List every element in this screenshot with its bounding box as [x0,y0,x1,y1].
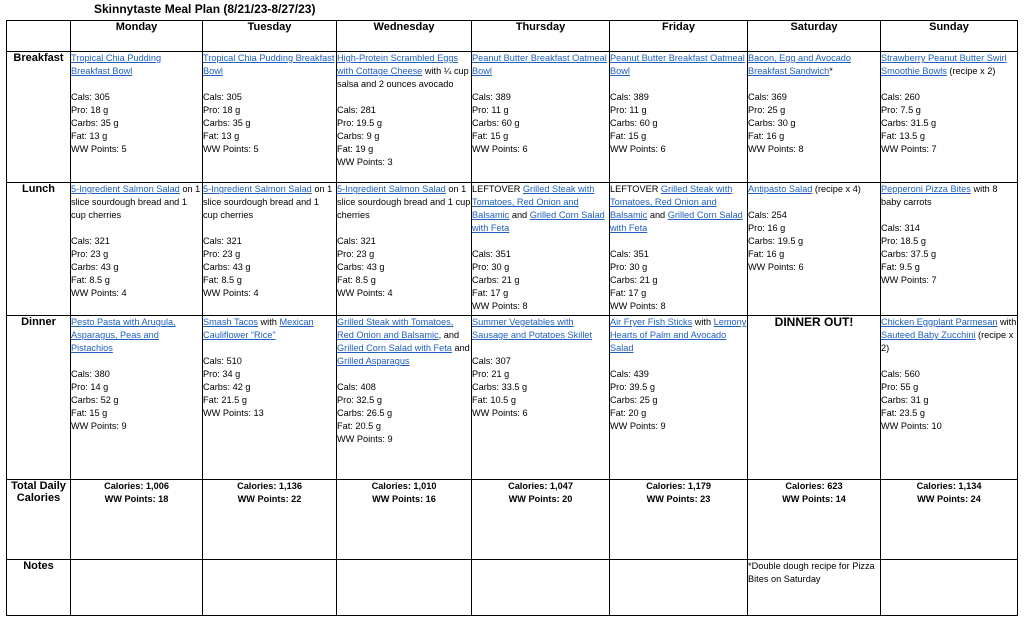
meal-text: LEFTOVER [472,184,523,194]
total-calories: Calories: 1,179 [646,481,711,491]
meal-description [337,183,471,222]
nutrition-line: WW Points: 10 [881,421,942,431]
spacer [610,78,747,91]
spacer [881,355,1017,368]
nutrition-line: Pro: 30 g [610,262,648,272]
totals-row [7,480,1018,560]
nutrition-line: Cals: 307 [472,356,511,366]
total-ww-points: WW Points: 23 [646,494,711,504]
recipe-link[interactable]: 5-Ingredient Salmon Salad [71,184,180,194]
nutrition-line: Fat: 16 g [748,249,785,259]
nutrition-line: Carbs: 21 g [610,275,658,285]
meal-text: (recipe x 2) [881,330,1014,353]
nutrition-line: Pro: 25 g [748,105,786,115]
recipe-link[interactable]: Air Fryer Fish Sticks [610,317,693,327]
nutrition-line: Carbs: 43 g [203,262,251,272]
nutrition-line: Carbs: 30 g [748,118,796,128]
recipe-link[interactable]: Peanut Butter Breakfast Oatmeal Bowl [472,53,607,76]
dinner-cell [748,316,881,480]
nutrition-line: Fat: 17 g [472,288,509,298]
recipe-link[interactable]: Bacon, Egg and Avocado Breakfast Sandwich [748,53,852,76]
dinner-cell [881,316,1018,480]
breakfast-cell [610,52,748,183]
nutrition-line: Fat: 8.5 g [337,275,376,285]
meal-description [71,52,202,78]
total-calories: Calories: 1,010 [371,481,437,491]
nutrition-line: Carbs: 21 g [472,275,520,285]
day-header: Monday [71,21,203,52]
nutrition-line: Carbs: 9 g [337,131,380,141]
nutrition-line: Cals: 351 [610,249,649,259]
recipe-link[interactable]: Mexican Cauliflower “Rice” [203,317,314,340]
meal-text: with [692,317,714,327]
meal-description [881,52,1017,78]
nutrition-line: Pro: 18 g [71,105,109,115]
recipe-link[interactable]: Tropical Chia Pudding Breakfast Bowl [71,53,162,76]
spacer [610,355,747,368]
nutrition-line: Pro: 7.5 g [881,105,921,115]
nutrition-line: Pro: 19.5 g [337,118,382,128]
corner-cell [7,21,71,52]
nutrition-line: WW Points: 13 [203,408,264,418]
total-ww-points: WW Points: 20 [508,494,573,504]
day-header: Tuesday [203,21,337,52]
spacer [203,222,336,235]
nutrition-line: Cals: 314 [881,223,920,233]
daily-total-cell [203,480,337,560]
spacer [472,342,609,355]
nutrition-line: Carbs: 33.5 g [472,382,528,392]
meal-description [71,183,202,222]
nutrition-line: Carbs: 31 g [881,395,929,405]
meal-description [748,52,880,78]
meal-text: with ¼ cup salsa and 2 ounces avocado [337,66,469,89]
recipe-link[interactable]: Grilled Steak with Tomatoes, Red Onion and Balsamic [610,184,733,220]
notes-row [7,560,1018,616]
notes-cell [472,560,610,616]
recipe-link[interactable]: Grilled Steak with Tomatoes, Red Onion and Balsamic [472,184,595,220]
nutrition-line: Cals: 281 [337,105,376,115]
recipe-link[interactable]: Sauteed Baby Zucchini [881,330,976,340]
notes-cell [337,560,472,616]
nutrition-line: Cals: 369 [748,92,787,102]
meal-text: (recipe x 4) [812,184,861,194]
nutrition-line: Carbs: 60 g [610,118,658,128]
meal-text: with 8 baby carrots [881,184,998,207]
meal-text: , and [438,330,460,340]
spacer [71,222,202,235]
dinner-cell [71,316,203,480]
recipe-link[interactable]: Grilled Corn Salad with Feta [610,210,743,233]
meal-description [71,316,202,355]
nutrition-line: WW Points: 8 [748,144,804,154]
nutrition-line: Cals: 321 [337,236,376,246]
nutrition-line: Fat: 15 g [610,131,647,141]
meal-text: on 1 slice sourdough bread and 1 cup cherries [337,184,471,220]
dinner-cell [337,316,472,480]
spacer [472,235,609,248]
daily-total-cell [881,480,1018,560]
nutrition-line: Carbs: 43 g [337,262,385,272]
meal-description [337,316,471,368]
nutrition-line: Carbs: 26.5 g [337,408,393,418]
header-row [7,21,1018,52]
nutrition-line: WW Points: 5 [203,144,259,154]
nutrition-line: Pro: 23 g [337,249,375,259]
lunch-cell [203,183,337,316]
recipe-link[interactable]: Pepperoni Pizza Bites [881,184,971,194]
meal-text: with [997,317,1017,327]
nutrition-line: Fat: 19 g [337,144,374,154]
recipe-link[interactable]: Strawberry Peanut Butter Swirl Smoothie Bowls [881,53,1007,76]
nutrition-line: Carbs: 43 g [71,262,119,272]
spacer [881,78,1017,91]
spacer [472,78,609,91]
lunch-cell [71,183,203,316]
spacer [71,355,202,368]
nutrition-line: Fat: 15 g [71,408,108,418]
nutrition-line: Fat: 20 g [610,408,647,418]
nutrition-line: Fat: 8.5 g [203,275,242,285]
total-calories: Calories: 1,136 [237,481,302,491]
meal-text: (recipe x 2) [946,66,996,76]
meal-text: and [451,343,470,353]
row-label-totals: Total Daily Calories [7,480,71,560]
nutrition-line: Pro: 11 g [472,105,509,115]
notes-cell [71,560,203,616]
day-header: Friday [610,21,748,52]
nutrition-line: Pro: 23 g [203,249,241,259]
breakfast-cell [337,52,472,183]
dinner-row [7,316,1018,480]
meal-description [472,316,609,342]
nutrition-line: Carbs: 52 g [71,395,119,405]
lunch-row [7,183,1018,316]
nutrition-line: WW Points: 8 [472,301,528,311]
meal-text: and [509,210,530,220]
day-header: Sunday [881,21,1018,52]
lunch-cell [472,183,610,316]
nutrition-line: Carbs: 25 g [610,395,658,405]
nutrition-line: WW Points: 4 [203,288,259,298]
nutrition-line: Cals: 305 [203,92,242,102]
recipe-link[interactable]: Smash Tacos [203,317,258,327]
row-label-breakfast: Breakfast [7,52,71,183]
nutrition-line: Pro: 30 g [472,262,510,272]
recipe-link[interactable]: Peanut Butter Breakfast Oatmeal Bowl [610,53,745,76]
breakfast-cell [881,52,1018,183]
breakfast-cell [748,52,881,183]
spacer [71,78,202,91]
meal-text: on 1 slice sourdough bread and 1 cup cherries [71,184,201,220]
meal-text: and [647,210,668,220]
breakfast-row [7,52,1018,183]
meal-plan-table [6,20,1018,616]
recipe-link[interactable]: Grilled Corn Salad with Feta [472,210,605,233]
total-ww-points: WW Points: 24 [917,494,981,504]
nutrition-line: Carbs: 31.5 g [881,118,937,128]
total-ww-points: WW Points: 16 [372,494,436,504]
nutrition-line: Carbs: 19.5 g [748,236,804,246]
nutrition-line: Fat: 17 g [610,288,647,298]
nutrition-line: Cals: 260 [881,92,920,102]
meal-description [881,183,1017,209]
nutrition-line: Pro: 18.5 g [881,236,926,246]
nutrition-line: Cals: 380 [71,369,110,379]
nutrition-line: Fat: 8.5 g [71,275,110,285]
nutrition-line: WW Points: 9 [610,421,666,431]
nutrition-line: Cals: 389 [610,92,649,102]
dinner-out-label: DINNER OUT! [774,315,854,329]
daily-total-cell [610,480,748,560]
daily-total-cell [472,480,610,560]
nutrition-line: Fat: 15 g [472,131,509,141]
nutrition-line: WW Points: 7 [881,275,937,285]
nutrition-line: Pro: 11 g [610,105,647,115]
notes-cell: *Double dough recipe for Pizza Bites on Saturday [748,560,881,616]
dinner-cell [203,316,337,480]
nutrition-line: Pro: 21 g [472,369,510,379]
daily-total-cell [71,480,203,560]
meal-description [610,52,747,78]
row-label-dinner: Dinner [7,316,71,480]
nutrition-line: Carbs: 37.5 g [881,249,937,259]
nutrition-line: Cals: 321 [203,236,242,246]
nutrition-line: Fat: 20.5 g [337,421,381,431]
nutrition-line: WW Points: 6 [472,408,528,418]
nutrition-line: Cals: 351 [472,249,511,259]
nutrition-line: Cals: 389 [472,92,511,102]
meal-text: on 1 slice sourdough bread and 1 cup cherries [203,184,333,220]
nutrition-line: Cals: 560 [881,369,920,379]
recipe-link[interactable]: 5-Ingredient Salmon Salad [203,184,312,194]
meal-description [337,52,471,91]
meal-text: LEFTOVER [610,184,661,194]
nutrition-line: Fat: 21.5 g [203,395,247,405]
notes-cell [881,560,1018,616]
nutrition-line: WW Points: 5 [71,144,127,154]
meal-description [610,183,747,235]
nutrition-line: WW Points: 4 [71,288,127,298]
nutrition-line: Pro: 34 g [203,369,241,379]
meal-description [610,316,747,355]
nutrition-line: Carbs: 60 g [472,118,520,128]
recipe-link[interactable]: Antipasto Salad [748,184,813,194]
lunch-cell [748,183,881,316]
nutrition-line: Cals: 305 [71,92,110,102]
nutrition-line: Pro: 16 g [748,223,786,233]
breakfast-cell [203,52,337,183]
total-calories: Calories: 1,134 [916,481,982,491]
nutrition-line: WW Points: 6 [748,262,804,272]
nutrition-line: Fat: 13 g [203,131,240,141]
nutrition-line: Carbs: 35 g [71,118,119,128]
spacer [203,78,336,91]
total-calories: Calories: 1,006 [104,481,169,491]
breakfast-cell [472,52,610,183]
spacer [748,196,880,209]
spacer [337,368,471,381]
total-ww-points: WW Points: 18 [104,494,169,504]
nutrition-line: Fat: 23.5 g [881,408,925,418]
nutrition-line: WW Points: 6 [472,144,528,154]
notes-cell [203,560,337,616]
recipe-link[interactable]: Grilled Corn Salad with Feta [337,343,452,353]
nutrition-line: WW Points: 9 [337,434,393,444]
day-header: Saturday [748,21,881,52]
meal-description [472,52,609,78]
breakfast-cell [71,52,203,183]
nutrition-line: Pro: 18 g [203,105,241,115]
nutrition-line: Fat: 9.5 g [881,262,920,272]
recipe-link[interactable]: Pesto Pasta with Arugula, Asparagus, Peas and Pistachios [71,317,176,353]
recipe-link[interactable]: Summer Vegetables with Sausage and Potatoes Skillet [472,317,593,340]
nutrition-line: WW Points: 4 [337,288,393,298]
total-ww-points: WW Points: 14 [782,494,846,504]
dinner-cell [610,316,748,480]
meal-text: * [829,66,833,76]
nutrition-line: Fat: 10.5 g [472,395,516,405]
nutrition-line: WW Points: 9 [71,421,127,431]
daily-total-cell [748,480,881,560]
nutrition-line: WW Points: 6 [610,144,666,154]
nutrition-line: Pro: 14 g [71,382,109,392]
lunch-cell [337,183,472,316]
nutrition-line: Fat: 13.5 g [881,131,925,141]
meal-description [203,183,336,222]
meal-description [203,52,336,78]
recipe-link[interactable]: High-Protein Scrambled Eggs with Cottage Cheese [337,53,459,76]
nutrition-line: Cals: 510 [203,356,242,366]
recipe-link[interactable]: 5-Ingredient Salmon Salad [337,184,446,194]
nutrition-line: Pro: 23 g [71,249,109,259]
total-calories: Calories: 1,047 [508,481,573,491]
lunch-cell [881,183,1018,316]
meal-description [881,316,1017,355]
nutrition-line: Pro: 39.5 g [610,382,655,392]
day-header: Thursday [472,21,610,52]
nutrition-line: WW Points: 3 [337,157,393,167]
spacer [337,222,471,235]
recipe-link[interactable]: Lemony Hearts of Palm and Avocado Salad [610,317,747,353]
spacer [610,235,747,248]
meal-text: with [257,317,280,327]
meal-description [472,183,609,235]
nutrition-line: WW Points: 8 [610,301,666,311]
lunch-cell [610,183,748,316]
nutrition-line: Fat: 13 g [71,131,108,141]
spacer [748,78,880,91]
recipe-link[interactable]: Grilled Asparagus [337,356,410,366]
spacer [203,342,336,355]
page-title: Skinnytaste Meal Plan (8/21/23-8/27/23) [94,2,316,16]
nutrition-line: Pro: 32.5 g [337,395,382,405]
meal-description [748,183,880,196]
total-ww-points: WW Points: 22 [237,494,302,504]
recipe-link[interactable]: Grilled Steak with Tomatoes, Red Onion and Balsamic [337,317,454,340]
nutrition-line: WW Points: 7 [881,144,937,154]
nutrition-line: Cals: 254 [748,210,787,220]
recipe-link[interactable]: Tropical Chia Pudding Breakfast Bowl [203,53,335,76]
nutrition-line: Carbs: 42 g [203,382,251,392]
nutrition-line: Fat: 16 g [748,131,785,141]
nutrition-line: Cals: 321 [71,236,110,246]
row-label-lunch: Lunch [7,183,71,316]
spacer [337,91,471,104]
dinner-cell [472,316,610,480]
nutrition-line: Cals: 408 [337,382,376,392]
spacer [881,209,1017,222]
nutrition-line: Carbs: 35 g [203,118,251,128]
meal-description [203,316,336,342]
nutrition-line: Pro: 55 g [881,382,919,392]
row-label-notes: Notes [7,560,71,616]
recipe-link[interactable]: Chicken Eggplant Parmesan [881,317,998,327]
nutrition-line: Cals: 439 [610,369,649,379]
total-calories: Calories: 623 [785,481,843,491]
day-header: Wednesday [337,21,472,52]
daily-total-cell [337,480,472,560]
notes-cell [610,560,748,616]
